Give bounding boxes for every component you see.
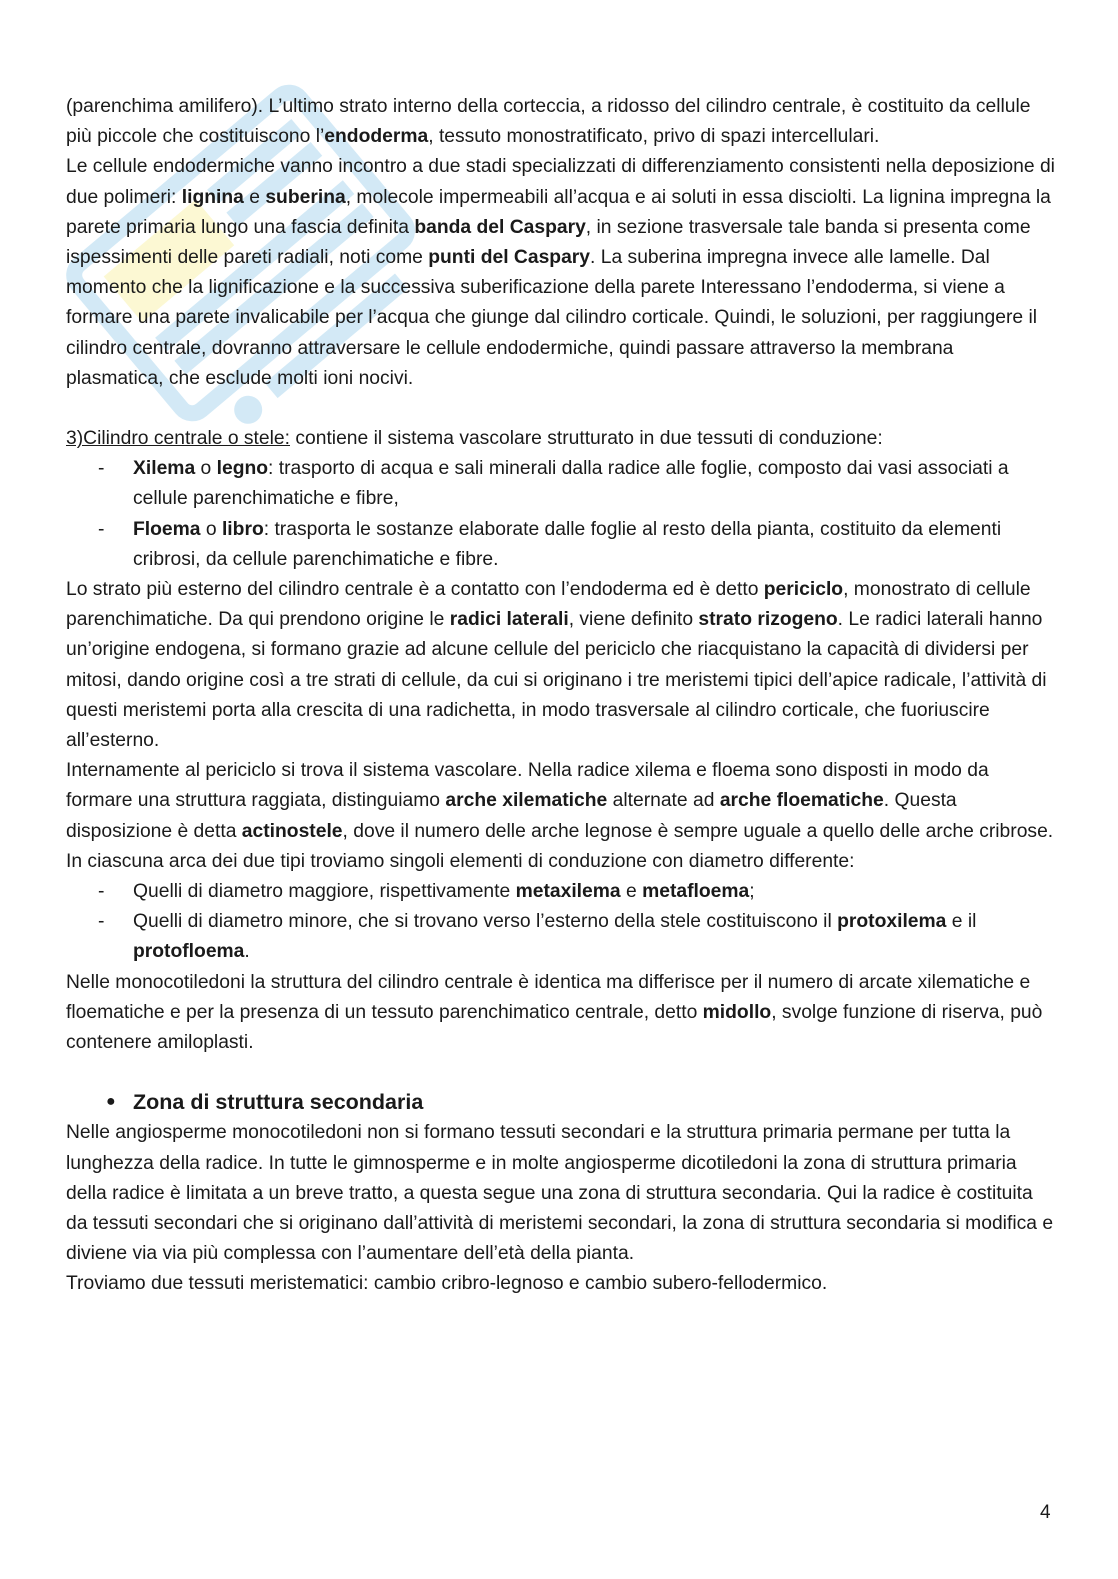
term-banda-caspary: banda del Caspary [414, 216, 586, 238]
term-punti-caspary: punti del Caspary [428, 247, 591, 269]
term-lignina: lignina [181, 186, 244, 208]
paragraph-conduction-elements: In ciascuna arca dei due tipi troviamo singoli elementi di conduzione con diametro differente: [66, 850, 855, 872]
paragraph-vascular-system: Internamente al periciclo si trova il sistema vascolare. Nella radice xilema e floema sono disposti in modo da formare una struttura raggiata, distinguiamo arche xilematiche alternate ad arche floematiche. Questa disposizione è detta actinostele, dove il numero delle arche legnose è sempre uguale a quello delle arche cribrose. [66, 760, 1054, 842]
list-item: - Quelli di diametro minore, che si trovano verso l’esterno della stele costituiscono il protoxilema e il protofloema. [98, 911, 977, 963]
bullet-icon: ● [106, 1093, 116, 1111]
list-diameter-types [66, 877, 1056, 968]
term-endoderma: endoderma [324, 126, 429, 148]
paragraph-endoderm-differentiation: Le cellule endodermiche vanno incontro a due stadi specializzati di differenziamento consistenti nella deposizione di due polimeri: lignina e suberina, molecole impermeabili all’acqua e ai soluti in essa disciolti. La lignina impregna la parete primaria lungo una fascia definita banda del Caspary, in sezione trasversale tale banda si presenta come ispessimenti delle pareti radiali, noti come punti del Caspary. La suberina impregna invece alle lamelle. Dal momento che la lignificazione e la successiva suberificazione della parete Interessano l’endoderma, si viene a formare una parete invalicabile per l’acqua che giunge dal cilindro corticale. Quindi, le soluzioni, per raggiungere il cilindro centrale, dovranno attraversare le cellule endodermiche, quindi passare attraverso la membrana plasmatica, che esclude molti ioni nocivi. [66, 156, 1055, 389]
document-body [66, 92, 1056, 1300]
page-number: 4 [1040, 1502, 1051, 1523]
list-item: - Floema o libro: trasporta le sostanze elaborate dalle foglie al resto della pianta, costituito da elementi cribrosi, da cellule parenchimatiche e fibre. [98, 518, 1002, 570]
paragraph-pericycle: Lo strato più esterno del cilindro centrale è a contatto con l’endoderma ed è detto periciclo, monostrato di cellule parenchimatiche. Da qui prendono origine le radici laterali, viene definito strato rizogeno. Le radici laterali hanno un’origine endogena, si formano grazie ad alcune cellule del periciclo che riacquistano la capacità di dividersi per mitosi, dando origine così a tre strati di cellule, da cui si originano i tre meristemi tipici dell’apice radicale, l’attività di questi meristemi porta alla crescita di una radichetta, in modo trasversale al cilindro corticale, che fuoriuscire all’esterno. [66, 579, 1047, 752]
paragraph-endoderm-intro: (parenchima amilifero). L’ultimo strato interno della corteccia, a ridosso del cilindro centrale, è costituito da cellule più piccole che costituiscono l’endoderma, tessuto monostratificato, privo di spazi intercellulari. [66, 96, 1031, 148]
paragraph-meristematic-tissues: Troviamo due tessuti meristematici: cambio cribro-legnoso e cambio subero-fellodermico. [66, 1273, 828, 1295]
list-item: - Xilema o legno: trasporto di acqua e sali minerali dalla radice alle foglie, composto dai vasi associati a cellule parenchimatiche e fibre, [98, 458, 1009, 510]
term-suberina: suberina [265, 186, 346, 208]
section-label-stele: 3)Cilindro centrale o stele: [66, 428, 290, 450]
paragraph-stele-intro: 3)Cilindro centrale o stele: contiene il sistema vascolare strutturato in due tessuti di conduzione: [66, 428, 883, 450]
paragraph-secondary-structure: Nelle angiosperme monocotiledoni non si formano tessuti secondari e la struttura primaria permane per tutta la lunghezza della radice. In tutte le gimnosperme e in molte angiosperme dicotiledoni la zona di struttura primaria della radice è limitata a un breve tratto, a questa segue una zona di struttura secondaria. Qui la radice è costituita da tessuti secondari che si originano dall’attività di meristemi secondari, la zona di struttura secondaria si modifica e diviene via via più complessa con l’aumentare dell’età della pianta. [66, 1122, 1054, 1265]
paragraph-monocot-stele: Nelle monocotiledoni la struttura del cilindro centrale è identica ma differisce per il numero di arcate xilematiche e floematiche e per la presenza di un tessuto parenchimatico centrale, detto midollo, svolge funzione di riserva, può contenere amiloplasti. [66, 971, 1043, 1054]
list-conduction-tissues [66, 454, 1056, 575]
list-item: - Quelli di diametro maggiore, rispettivamente metaxilema e metafloema; [98, 881, 755, 903]
section-heading-secondary-structure: ● Zona di struttura secondaria [66, 1086, 1056, 1118]
